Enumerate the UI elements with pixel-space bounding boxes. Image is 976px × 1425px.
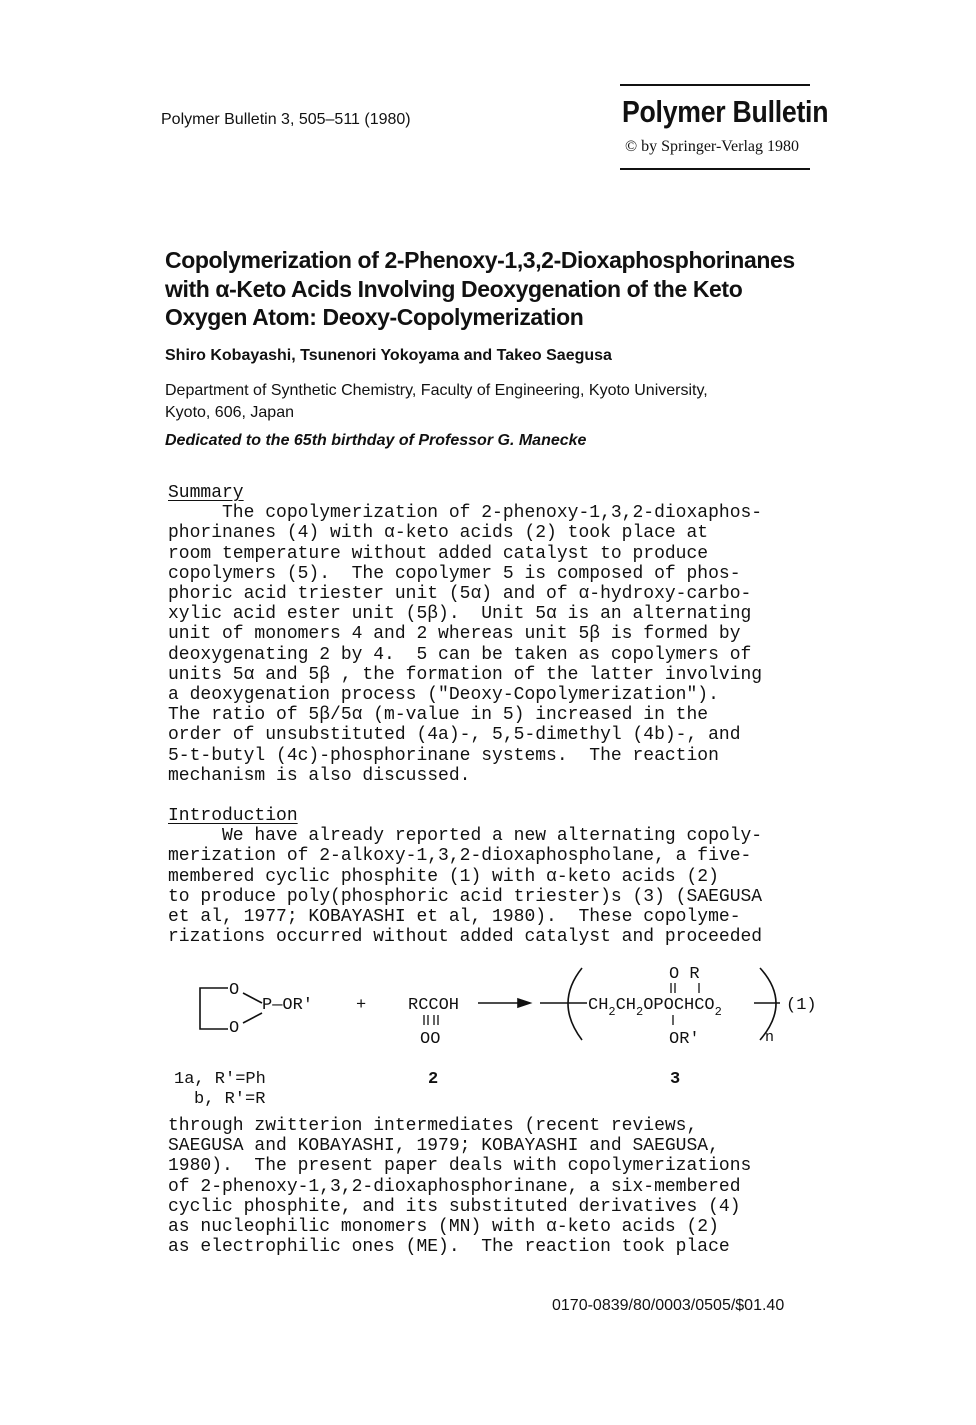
summary-line: mechanism is also discussed.	[168, 765, 471, 786]
summary-heading: Summary	[168, 483, 244, 503]
introduction-line: to produce poly(phosphoric acid triester)s (3) (SAEGUSA	[168, 886, 763, 907]
product-substituents-top: O R	[669, 965, 700, 984]
title-line: Copolymerization of 2-Phenoxy-1,3,2-Dioxaphosphorinanes	[165, 247, 795, 273]
summary-line: copolymers (5). The copolymer 5 is composed of phos-	[168, 563, 741, 584]
phosphorus-group: P—OR'	[262, 996, 314, 1015]
equation-number: (1)	[786, 996, 817, 1015]
summary-line: unit of monomers 4 and 2 whereas unit 5β is formed by	[168, 624, 741, 645]
introduction-line: membered cyclic phosphite (1) with α-keto acids (2)	[168, 866, 719, 887]
summary-line: order of unsubstituted (4a)-, 5,5-dimethyl (4b)-, and	[168, 725, 741, 746]
keto-acid-oxygens: OO	[420, 1030, 441, 1049]
plus-sign: +	[356, 996, 367, 1015]
introduction-line: cyclic phosphite, and its substituted derivatives (4)	[168, 1196, 741, 1217]
introduction-line: through zwitterion intermediates (recent reviews,	[168, 1116, 698, 1136]
product-chain: $CH_2CH_2OPOCHCO_2$	[588, 996, 722, 1019]
compound-label-3: 3	[670, 1070, 681, 1089]
introduction-line: SAEGUSA and KOBAYASHI, 1979; KOBAYASHI and SAEGUSA,	[168, 1136, 719, 1157]
summary-line: room temperature without added catalyst to produce	[168, 543, 709, 564]
summary-line: units 5α and 5β , the formation of the latter involving	[168, 664, 763, 685]
article-code: 0170-0839/80/0003/0505/$01.40	[552, 1297, 785, 1314]
introduction-line: as electrophilic ones (ME). The reaction took place	[168, 1237, 730, 1258]
product-ester-group: OR'	[669, 1030, 700, 1049]
introduction-line: rizations occurred without added catalyst and proceeded	[168, 927, 763, 948]
summary-line: deoxygenating 2 by 4. 5 can be taken as copolymers of	[168, 644, 752, 665]
reaction-arrow	[478, 999, 530, 1007]
ring-oxygen-top: O	[229, 981, 240, 1000]
summary-line: phoric acid triester unit (5α) and of α-hydroxy-carbo-	[168, 584, 752, 605]
introduction-line: of 2-phenoxy-1,3,2-dioxaphosphorinane, a six-membered	[168, 1176, 741, 1197]
compound-label-1b: b, R'=R	[194, 1090, 266, 1109]
summary-line: 5-t-butyl (4c)-phosphorinane systems. The reaction	[168, 745, 719, 766]
degree-of-polymerization: n	[765, 1029, 775, 1046]
introduction-line: et al, 1977; KOBAYASHI et al, 1980). These copolyme-	[168, 907, 741, 928]
authors: Shiro Kobayashi, Tsunenori Yokoyama and Takeo Saegusa	[165, 347, 612, 364]
introduction-line: 1980). The present paper deals with copolymerizations	[168, 1156, 752, 1177]
copyright-notice: © by Springer-Verlag 1980	[625, 138, 800, 155]
introduction-continuation	[168, 1116, 751, 1257]
introduction-line: merization of 2-alkoxy-1,3,2-dioxaphospholane, a five-	[168, 846, 752, 867]
summary-line: xylic acid ester unit (5β). Unit 5α is an alternating	[168, 604, 752, 625]
affiliation-line: Department of Synthetic Chemistry, Faculty of Engineering, Kyoto University,	[165, 382, 708, 399]
summary-line: The ratio of 5β/5α (m-value in 5) increased in the	[168, 705, 709, 726]
ring-bond	[200, 988, 228, 1029]
introduction-line: We have already reported a new alternating copoly-	[168, 826, 763, 847]
dedication: Dedicated to the 65th birthday of Professor G. Manecke	[165, 432, 587, 449]
title-line: with α-Keto Acids Involving Deoxygenation of the Keto	[165, 275, 743, 302]
summary-line: The copolymerization of 2-phenoxy-1,3,2-dioxaphos-	[168, 503, 763, 524]
keto-acid-formula: RCCOH	[408, 996, 460, 1015]
journal-citation: Polymer Bulletin 3, 505–511 (1980)	[161, 111, 411, 128]
summary-line: a deoxygenation process ("Deoxy-Copolymerization").	[168, 685, 719, 706]
summary-line: phorinanes (4) with α-keto acids (2) took place at	[168, 523, 709, 544]
introduction-heading: Introduction	[168, 806, 298, 826]
title-line: Oxygen Atom: Deoxy-Copolymerization	[165, 304, 584, 330]
journal-name: Polymer Bulletin	[622, 94, 829, 129]
compound-label-2: 2	[428, 1070, 439, 1089]
keto-double-bonds	[424, 1015, 438, 1025]
affiliation-line: Kyoto, 606, Japan	[165, 404, 294, 421]
ring-bond	[243, 993, 262, 1003]
introduction-line: as nucleophilic monomers (MN) with α-keto acids (2)	[168, 1217, 719, 1238]
ring-oxygen-bottom: O	[229, 1019, 240, 1038]
ring-bond	[243, 1013, 262, 1023]
compound-label-1a: 1a, R'=Ph	[174, 1070, 266, 1089]
